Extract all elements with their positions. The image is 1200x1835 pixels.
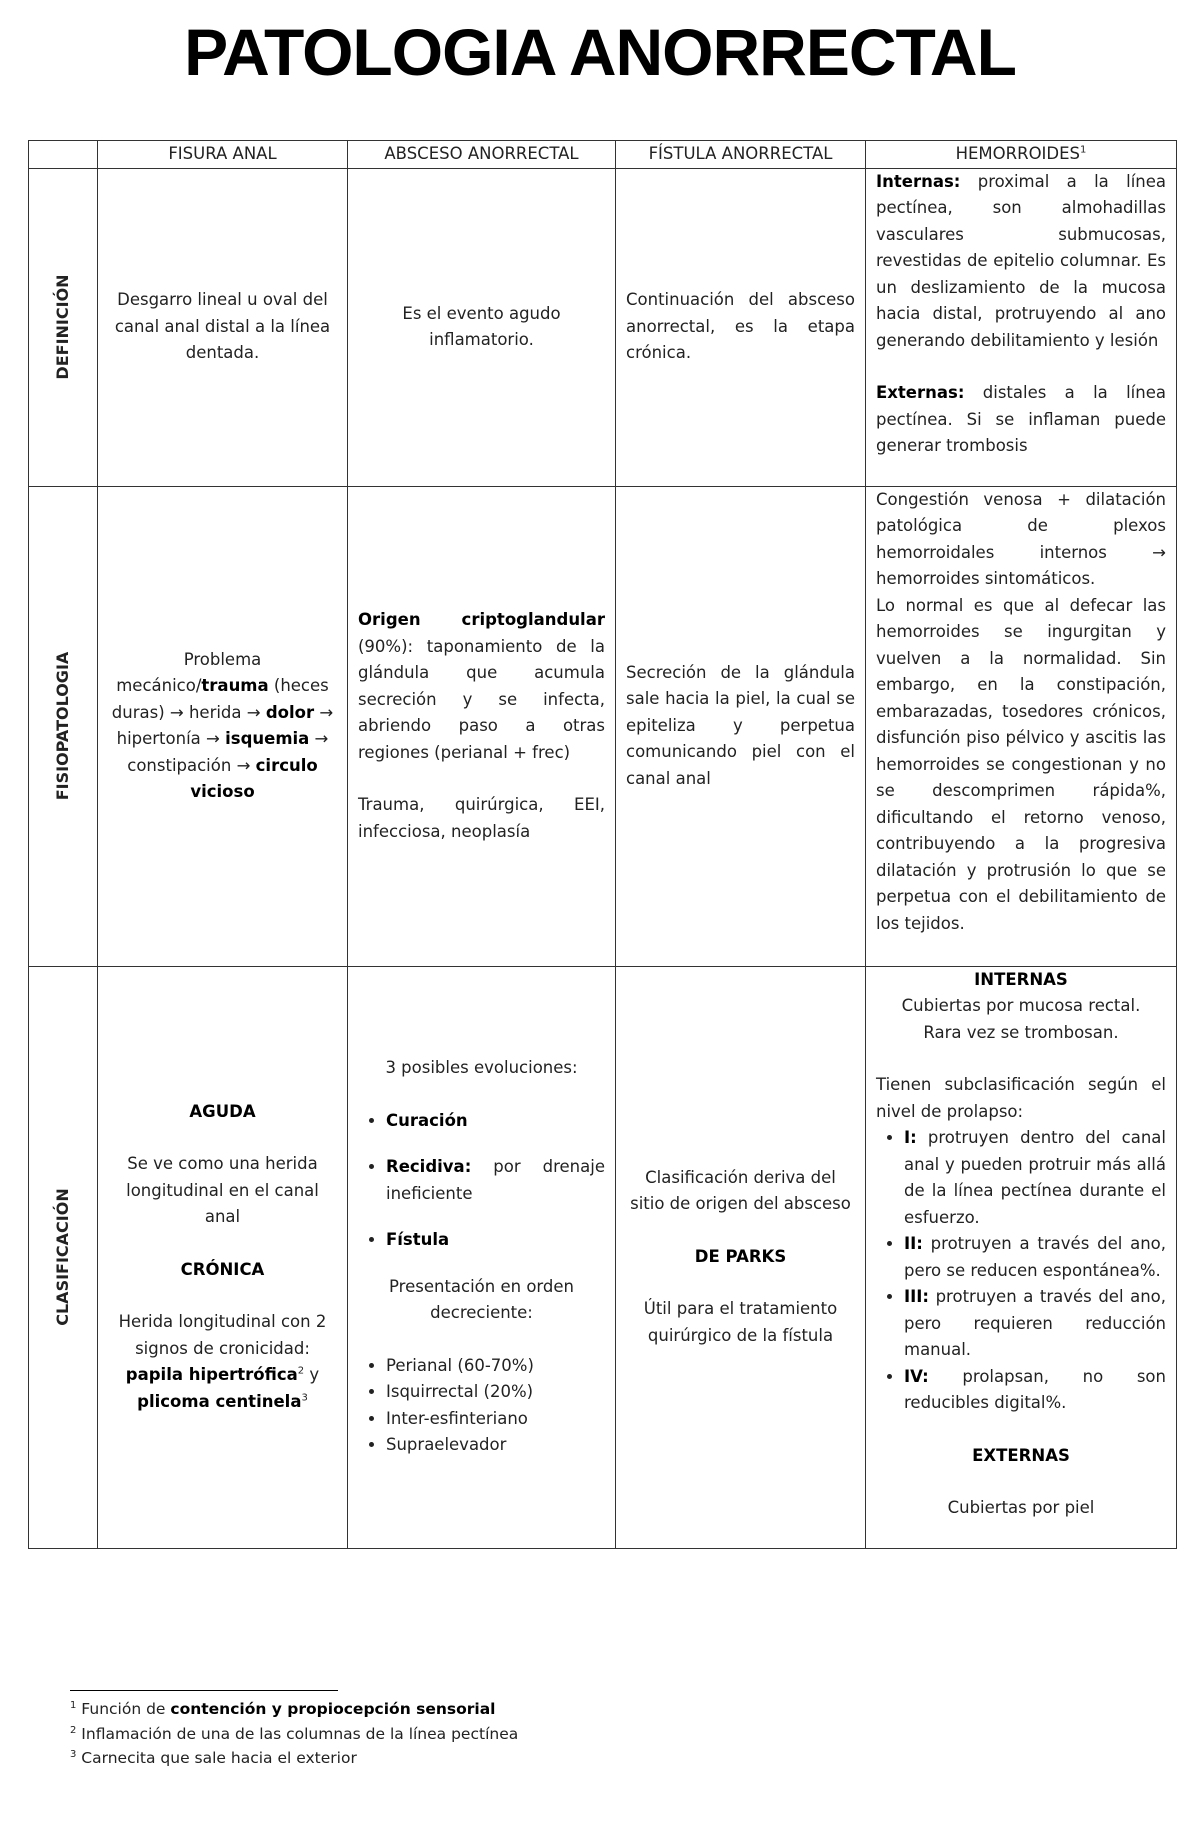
list-item: • Isquirrectal (20%) bbox=[386, 1379, 605, 1406]
cell-def-fisura: Desgarro lineal u oval del canal anal distal a la línea dentada. bbox=[98, 168, 348, 486]
cell-def-absceso: Es el evento agudo inflamatorio. bbox=[348, 168, 616, 486]
cell-clas-hemorroides: INTERNAS Cubiertas por mucosa rectal. Rara vez se trombosan. Tienen subclasificación según el nivel de prolapso: • I: protruyen dentro del canal anal y pueden protruir más allá de la línea pectínea durante el esfuerzo. • II: protruyen a través del ano, pero se reducen espontánea%. • III: protruyen a través del ano, pero requieren reducción manual. • IV: prolapsan, no son reducibles digital%. EXTERNAS Cubiertas por piel bbox=[866, 966, 1177, 1548]
list-item: • II: protruyen a través del ano, pero se reducen espontánea%. bbox=[904, 1231, 1166, 1284]
pathology-table bbox=[28, 140, 1177, 1549]
footnote-separator bbox=[70, 1690, 338, 1691]
header-row bbox=[29, 141, 1177, 169]
list-item: • III: protruyen a través del ano, pero requieren reducción manual. bbox=[904, 1284, 1166, 1364]
corner-cell bbox=[29, 141, 98, 169]
footnotes bbox=[70, 1697, 518, 1771]
page-title: PATOLOGIA ANORRECTAL bbox=[184, 15, 1016, 89]
footnote-2: $^2$ Inflamación de una de las columnas de la línea pectínea bbox=[70, 1724, 519, 1743]
cell-clas-fisura: AGUDA Se ve como una herida longitudinal en el canal anal CRÓNICA Herida longitudinal con 2 signos de cronicidad: papila hipertrófica$^2$ y plicoma centinela$^3$ bbox=[98, 966, 348, 1548]
cell-fis-fistula: Secreción de la glándula sale hacia la piel, la cual se epiteliza y perpetua comunicando piel con el canal anal bbox=[616, 486, 866, 966]
row-fisiopatologia bbox=[29, 486, 1177, 966]
cell-def-fistula: Continuación del absceso anorrectal, es la etapa crónica. bbox=[616, 168, 866, 486]
cell-fis-hemorroides: Congestión venosa + dilatación patológica de plexos hemorroidales internos → hemorroides sintomáticos. Lo normal es que al defecar las hemorroides se ingurgitan y vuelven a la normalidad. Sin embargo, en la constipación, embarazadas, tosedores crónicos, disfunción piso pélvico y ascitis las hemorroides se congestionan y no se descomprimen rápida%, dificultando el retorno venoso, contribuyendo a la progresiva dilatación y protrusión lo que se perpetua con el debilitamiento de los tejidos. bbox=[866, 486, 1177, 966]
col-header-hemorroides: HEMORROIDES$^1$ bbox=[866, 141, 1177, 169]
list-item: • Curación bbox=[386, 1108, 605, 1135]
list-item: • IV: prolapsan, no son reducibles digital%. bbox=[904, 1364, 1166, 1417]
list-item: • I: protruyen dentro del canal anal y pueden protruir más allá de la línea pectínea durante el esfuerzo. bbox=[904, 1125, 1166, 1231]
col-header-fisura: FISURA ANAL bbox=[98, 141, 348, 169]
cell-clas-absceso: 3 posibles evoluciones: • Curación • Recidiva: por drenaje ineficiente • Fístula Presentación en orden decreciente: • Perianal (60-70%) • Isquirrectal (20%) • Inter-esfinteriano • Supraelevador bbox=[348, 966, 616, 1548]
row-clasificacion bbox=[29, 966, 1177, 1548]
col-header-absceso: ABSCESO ANORRECTAL bbox=[348, 141, 616, 169]
list-item: • Inter-esfinteriano bbox=[386, 1406, 605, 1433]
row-definicion bbox=[29, 168, 1177, 486]
cell-fis-fisura: Problema mecánico/trauma (heces duras) → herida → dolor → hipertonía → isquemia → constipación → circulo vicioso bbox=[98, 486, 348, 966]
row-label-clasificacion: CLASIFICACIÓN bbox=[29, 966, 98, 1548]
list-item: • Perianal (60-70%) bbox=[386, 1353, 605, 1380]
cell-clas-fistula: Clasificación deriva del sitio de origen del absceso DE PARKS Útil para el tratamiento quirúrgico de la fístula bbox=[616, 966, 866, 1548]
list-item: • Supraelevador bbox=[386, 1432, 605, 1459]
cell-def-hemorroides: Internas: proximal a la línea pectínea, son almohadillas vasculares submucosas, revestidas de epitelio columnar. Es un deslizamiento de la mucosa hacia distal, protruyendo al ano generando debilitamiento y lesión Externas: distales a la línea pectínea. Si se inflaman puede generar trombosis bbox=[866, 168, 1177, 486]
footnote-1: $^1$ Función de contención y propiocepción sensorial bbox=[70, 1699, 496, 1718]
list-item: • Fístula bbox=[386, 1227, 605, 1254]
list-item: • Recidiva: por drenaje ineficiente bbox=[386, 1154, 605, 1207]
row-label-definicion: DEFINICIÓN bbox=[29, 168, 98, 486]
row-label-fisiopatologia: FISIOPATOLOGIA bbox=[29, 486, 98, 966]
footnote-3: $^3$ Carnecita que sale hacia el exterior bbox=[70, 1748, 357, 1767]
cell-fis-absceso: Origen criptoglandular (90%): taponamiento de la glándula que acumula secreción y se infecta, abriendo paso a otras regiones (perianal + frec) Trauma, quirúrgica, EEI, infecciosa, neoplasía bbox=[348, 486, 616, 966]
col-header-fistula: FÍSTULA ANORRECTAL bbox=[616, 141, 866, 169]
